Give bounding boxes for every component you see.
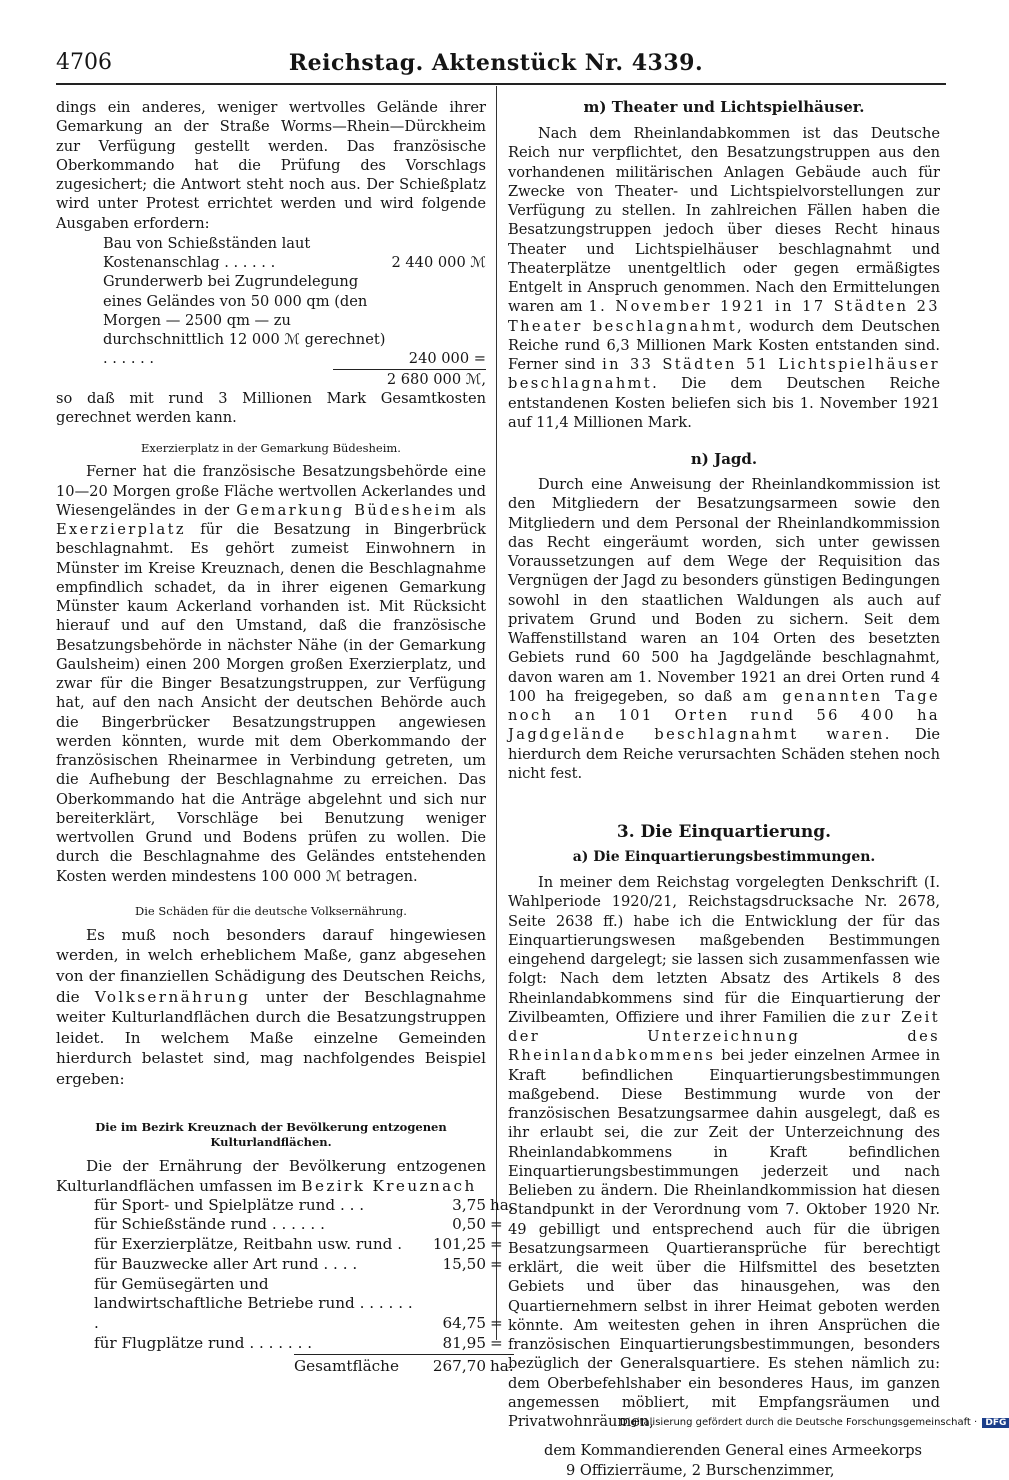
land-unit: =: [490, 1215, 503, 1234]
section-heading: 3. Die Einquartierung.: [616, 822, 832, 842]
land-row: [94, 1255, 514, 1275]
land-unit: ha,: [490, 1195, 514, 1214]
section-heading: m) Theater und Lichtspielhäuser.: [583, 98, 865, 116]
land-total-amount: 267,70: [432, 1356, 486, 1375]
paragraph: so daß mit rund 3 Millionen Mark Gesamtkosten gerechnet werden kann.: [56, 389, 486, 426]
land-amount: 15,50: [442, 1254, 486, 1273]
column-divider: [496, 86, 497, 1340]
paragraph: Durch eine Anweisung der Rheinlandkommission ist den Mitgliedern der Besatzungsarmeen sowie den Mitgliedern und dem Personal der Rheinlandkommission das Recht eingeräumt worden, sich unter gewissen Voraussetzungen auf dem Wege der Requisition das Vergnügen der Jagd zu besonders günstigen Bedingungen sowohl in den staatlichen Waldungen als auch auf privatem Grund und Boden zu sichern. Seit dem Waffenstillstand waren an 104 Orten des besetzten Gebiets rund 60 500 ha Jagdgelände beschlagnahmt, davon waren am 1. November 1921 an drei Orten rund 4 100 ha freigegeben, so daß am genannten Tage noch an 101 Orten rund 56 400 ha Jagdgelände beschlagnahmt waren. Die hierdurch dem Reiche verursachten Schäden stehen noch nicht fest.: [508, 476, 940, 782]
land-unit: =: [490, 1334, 503, 1353]
land-unit: =: [490, 1254, 503, 1273]
footer: [620, 1417, 1009, 1428]
subheading: Die im Bezirk Kreuznach der Bevölkerung entzogenen Kulturlandflächen.: [95, 1119, 447, 1149]
land-total-label: Gesamtfläche: [294, 1356, 399, 1375]
emphasis: in 33 Städten 51 Lichtspielhäuser beschlagnahmt: [508, 356, 940, 393]
paragraph: Es muß noch besonders darauf hingewiesen werden, in welch erheblichem Maße, ganz abgesehen von der finanziellen Schädigung des Deutschen Reichs, die Volksernährung unter der Beschlagnahme weiter Kulturlandflächen durch die Besatzungstruppen leidet. In welchem Maße einzelne Gemeinden hierdurch belastet sind, mag nachfolgendes Beispiel ergeben:: [56, 925, 486, 1088]
emphasis: am genannten Tage noch an 101 Orten rund 56 400 ha Jagdgelände beschlagnahmt waren: [508, 687, 940, 744]
cost-total: 2 680 000 ℳ,: [386, 370, 486, 388]
paragraph: Nach dem Rheinlandabkommen ist das Deutsche Reich nur verpflichtet, den Besatzungstruppen aus den vorhandenen militärischen Anlagen Gebäude auch für Zwecke von Theater- und Lichtspielvorstellungen zur Verfügung zu stellen. In zahlreichen Fällen haben die Besatzungstruppen jedoch über dieses Recht hinaus Theater und Lichtspielhäuser beschlagnahmt und Theaterplätze unentgeltlich oder gegen ermäßigtes Entgelt in Anspruch genommen. Nach den Ermittelungen waren am 1. November 1921 in 17 Städten 23 Theater beschlagnahmt, wodurch dem Deutschen Reiche rund 6,3 Millionen Mark Kosten entstanden sind. Ferner sind in 33 Städten 51 Lichtspielhäuser beschlagnahmt. Die dem Deutschen Reiche entstandenen Kosten beliefen sich bis 1. November 1921 auf 11,4 Millionen Mark.: [508, 125, 940, 431]
land-label: für Sport- und Spielplätze rund . . .: [94, 1195, 365, 1214]
land-amount: 3,75: [452, 1195, 486, 1214]
land-label: für Exerzierplätze, Reitbahn usw. rund .: [94, 1235, 403, 1254]
land-table: [94, 1196, 514, 1377]
paragraph: dem Kommandierenden General eines Armeekorps 9 Offizierräume, 2 Burschenzimmer,: [544, 1442, 923, 1479]
land-row: [94, 1196, 514, 1216]
emphasis: Exerzierplatz: [56, 521, 186, 538]
land-unit: =: [490, 1235, 503, 1254]
cost-amount: 240 000 =: [408, 350, 486, 368]
paragraph: In meiner dem Reichstag vorgelegten Denkschrift (I. Wahlperiode 1920/21, Reichstagsdrucksache Nr. 2678, Seite 2638 ff.) habe ich die Entwicklung der für das Einquartierungswesen maßgebenden Bestimmungen eingehend dargelegt; sie lassen sich zusammenfassen wie folgt: Nach dem letzten Absatz des Artikels 8 des Rheinlandabkommens sind für die Einquartierung der Zivilbeamten, Offiziere und ihrer Familien die zur Zeit der Unterzeichnung des Rheinlandabkommens bei jeder einzelnen Armee in Kraft befindlichen Einquartierungsbestimmungen maßgebend. Diese Bestimmung wurde von der französischen Besatzungsarmee dahin ausgelegt, daß es ihr erlaubt sei, die zur Zeit der Unterzeichnung des Rheinlandabkommens in Kraft befindlichen Einquartierungsbestimmungen jederzeit und nach Belieben zu ändern. Die Rheinlandkommission hat diesen Standpunkt in der Verordnung vom 7. Oktober 1920 Nr. 49 gebilligt und entsprechend auch für die übrigen Besatzungsarmeen Quartieransprüche für berechtigt erklärt, die weit über die Hilfsmittel des besetzten Gebiets und über das hinausgehen, was den Quartiernehmern selbst in ihrer Heimat geboten werden könnte. Am weitesten gehen in ihren Ansprüchen die französischen Einquartierungsbestimmungen, besonders bezüglich der Generalsquartiere. Es stehen nämlich zu: dem Oberbefehlshaber ein besonderes Haus, im ganzen angemessen möbliert, mit Empfangsräumen und Privatwohnräumen,: [508, 874, 940, 1430]
emphasis: 1. November 1921 in 17 Städten 23 Theater beschlagnahmt: [508, 298, 940, 335]
cost-total-row: [333, 369, 486, 389]
land-row: [94, 1334, 514, 1354]
header-rule: [56, 83, 946, 85]
land-total-unit: ha.: [490, 1356, 514, 1375]
land-total-row: [294, 1354, 514, 1377]
page-header: [56, 50, 936, 78]
page-number: 4706: [56, 50, 112, 75]
cost-amount: 2 440 000 ℳ: [391, 254, 486, 271]
paragraph: Ferner hat die französische Besatzungsbehörde eine 10—20 Morgen große Fläche wertvollen Ackerlandes und Wiesengeländes in der Gemarkung Büdesheim als Exerzierplatz für die Besatzung in Bingerbrück beschlagnahmt. Es gehört zumeist Einwohnern in Münster im Kreise Kreuznach, denen die Beschlagnahme empfindlich schadet, da in ihrer eigenen Gemarkung Münster kaum Ackerland vorhanden ist. Mit Rücksicht hierauf und auf den Umstand, daß die französische Besatzungsbehörde in nächster Nähe (in der Gemarkung Gaulsheim) einen 200 Morgen großen Exerzierplatz, und zwar für die Binger Besatzungstruppen, zur Verfügung hat, auf den nach Ansicht der deutschen Behörde auch die Bingerbrücker Besatzungstruppen angewiesen werden könnten, wurde mit dem Oberkommando der französischen Rheinarmee in Verbindung getreten, um die Aufhebung der Beschlagnahme zu erreichen. Das Oberkommando hat die Anträge abgelehnt und sich nur bereiterklärt, Vorschläge bei Benutzung weniger wertvollen Grund und Bodens prüfen zu wollen. Die durch die Beschlagnahme des Geländes entstehenden Kosten werden mindestens 100 000 ℳ betragen.: [56, 463, 486, 885]
footer-text: Digitalisierung gefördert durch die Deutsche Forschungsgemeinschaft ·: [620, 1417, 978, 1428]
land-amount: 0,50: [452, 1215, 486, 1234]
land-amount: 64,75: [442, 1314, 486, 1333]
land-row: [94, 1215, 514, 1235]
running-title: Reichstag. Aktenstück Nr. 4339.: [288, 50, 704, 76]
subsection-heading: a) Die Einquartierungsbestimmungen.: [572, 849, 876, 865]
emphasis: zur Zeit der Unterzeichnung des Rheinlandabkommens: [508, 1008, 940, 1065]
dfg-logo: DFG: [982, 1418, 1009, 1428]
emphasis: Bezirk Kreuznach: [301, 1176, 477, 1195]
land-row: [94, 1235, 514, 1255]
subheading: Die Schäden für die deutsche Volksernährung.: [135, 903, 407, 918]
right-column: [508, 98, 940, 1480]
land-label: für Gemüsegärten und landwirtschaftliche Betriebe rund . . . . . . .: [94, 1274, 413, 1333]
land-amount: 101,25: [432, 1235, 486, 1254]
land-unit: =: [490, 1314, 503, 1333]
land-label: für Bauzwecke aller Art rund . . . .: [94, 1254, 358, 1273]
land-row: [94, 1275, 514, 1334]
land-label: für Schießstände rund . . . . . .: [94, 1215, 325, 1234]
emphasis: Gemarkung Büdesheim: [236, 501, 458, 519]
land-label: für Flugplätze rund . . . . . . .: [94, 1334, 313, 1353]
subheading: Exerzierplatz in der Gemarkung Büdesheim.: [141, 441, 401, 456]
emphasis: Volksernährung: [94, 987, 251, 1006]
left-column: [56, 98, 514, 1377]
land-amount: 81,95: [442, 1334, 486, 1353]
cost-row: [103, 272, 486, 368]
cost-row: [103, 234, 486, 273]
cost-table: [103, 234, 486, 389]
cost-label: Grunderwerb bei Zugrundelegung eines Geländes von 50 000 qm (den Morgen — 2500 qm — zu durchschnittlich 12 000 ℳ gerechnet) . . . . . .: [103, 273, 386, 368]
cost-label: Bau von Schießständen laut Kostenanschlag . . . . . .: [103, 234, 311, 271]
section-heading: n) Jagd.: [690, 450, 758, 468]
paragraph: Die der Ernährung der Bevölkerung entzogenen Kulturlandflächen umfassen im Bezirk Kreuznach: [56, 1156, 486, 1195]
paragraph: dings ein anderes, weniger wertvolles Gelände ihrer Gemarkung an der Straße Worms—Rhein—Dürckheim zur Verfügung gestellt werden. Das französische Oberkommando hat die Prüfung des Vorschlags zugesichert; die Antwort steht noch aus. Der Schießplatz wird unter Protest errichtet werden und wird folgende Ausgaben erfordern:: [56, 99, 486, 232]
